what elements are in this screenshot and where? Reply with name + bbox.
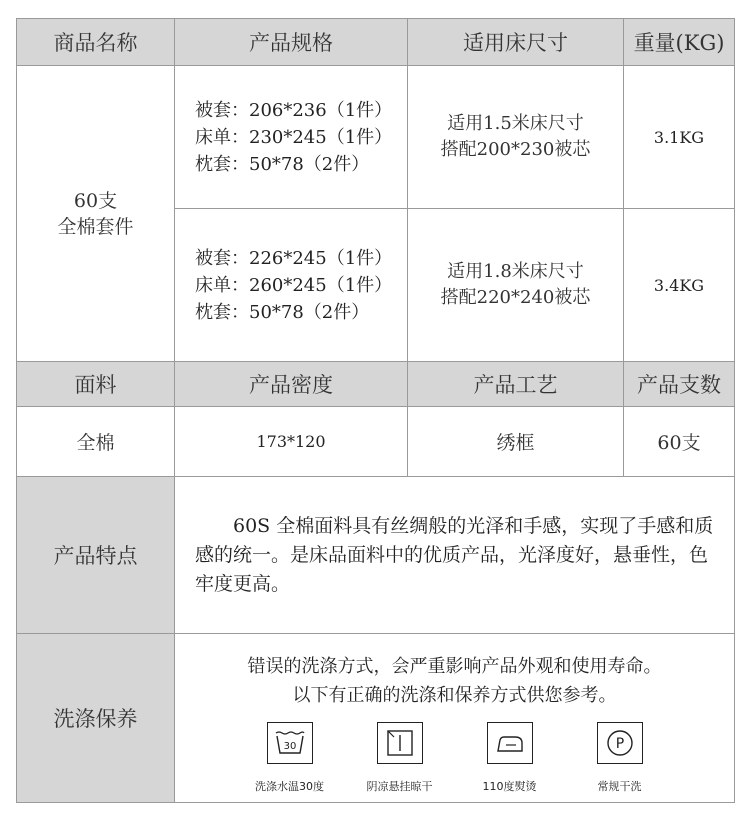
dry-clean-icon (597, 722, 643, 764)
fabric-value: 全棉 (17, 407, 175, 477)
bed-size-cell-2 (408, 209, 624, 362)
header-product-name: 商品名称 (17, 19, 175, 66)
wash-30-icon (267, 722, 313, 764)
care-icon-item (355, 722, 445, 801)
product-name-line1: 60支 (73, 189, 118, 212)
care-icon-item (465, 722, 555, 801)
header-bed-size: 适用床尺寸 (408, 19, 624, 66)
bed-size-line: 适用1.5米床尺寸 (447, 113, 584, 134)
product-name-line2: 全棉套件 (57, 215, 134, 238)
care-label: 洗涤保养 (17, 634, 175, 802)
dry-clean-letter: P (615, 736, 624, 752)
bed-size-cell-1 (408, 66, 624, 209)
bed-size-line: 搭配200*230被芯 (440, 139, 591, 160)
spec-line: 被套：206*236（1件） (195, 99, 393, 121)
bed-size-line: 搭配220*240被芯 (440, 287, 591, 308)
weight-cell-2: 3.4KG (624, 209, 734, 362)
weight-cell-1: 3.1KG (624, 66, 734, 209)
care-line-1: 错误的洗涤方式，会严重影响产品外观和使用寿命。 (247, 656, 662, 677)
spec-line: 被套：226*245（1件） (195, 247, 393, 269)
features-label: 产品特点 (17, 477, 175, 634)
spec-line: 床单：260*245（1件） (195, 274, 393, 296)
header-craft: 产品工艺 (408, 362, 624, 407)
icon-label: 110度熨烫 (482, 780, 537, 793)
header-yarn-count: 产品支数 (624, 362, 734, 407)
shade-dry-icon (377, 722, 423, 764)
icon-label: 阴凉悬挂晾干 (366, 780, 433, 793)
icon-label: 常规干洗 (597, 780, 642, 793)
product-info-table (16, 18, 735, 803)
product-name-cell (17, 66, 175, 362)
header-product-spec: 产品规格 (175, 19, 408, 66)
spec-cell-2 (175, 209, 408, 362)
features-text-cell (175, 477, 734, 634)
header-weight: 重量(KG) (624, 19, 734, 66)
care-icon-item (245, 722, 335, 801)
yarn-count-value: 60支 (624, 407, 734, 477)
care-line-2: 以下有正确的洗涤和保养方式供您参考。 (292, 685, 617, 706)
icon-label: 洗涤水温30度 (255, 780, 324, 793)
spec-line: 枕套：50*78（2件） (195, 301, 370, 323)
care-content (175, 634, 734, 802)
bed-size-line: 适用1.8米床尺寸 (447, 261, 584, 282)
spec-line: 床单：230*245（1件） (195, 126, 393, 148)
care-icon-item (575, 722, 665, 801)
density-value: 173*120 (175, 407, 408, 477)
iron-110-icon (487, 722, 533, 764)
care-icons (245, 722, 665, 801)
header-density: 产品密度 (175, 362, 408, 407)
spec-cell-1 (175, 66, 408, 209)
spec-line: 枕套：50*78（2件） (195, 153, 370, 175)
header-fabric: 面料 (17, 362, 175, 407)
wash-temp-value: 30 (283, 741, 296, 752)
craft-value: 绣框 (408, 407, 624, 477)
features-text: 60S 全棉面料具有丝绸般的光泽和手感，实现了手感和质感的统一。是床品面料中的优质产品，光泽度好，悬垂性，色牢度更高。 (195, 514, 714, 595)
